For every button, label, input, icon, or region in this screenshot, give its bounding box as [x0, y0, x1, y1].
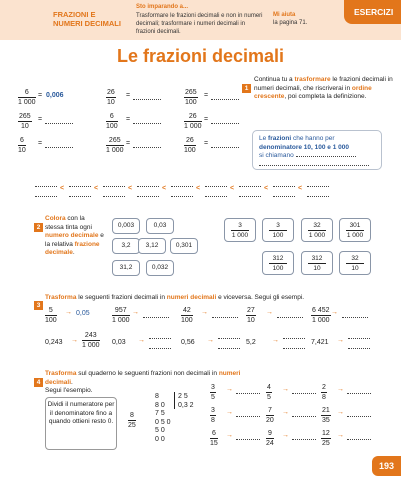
- arrow-icon: →: [337, 337, 344, 344]
- order-slot[interactable]: [205, 186, 227, 187]
- ex3-number: 3: [34, 294, 43, 312]
- decimal-box[interactable]: 0,03: [146, 218, 174, 234]
- denominator: 20: [266, 417, 274, 424]
- division-step: 7 5: [155, 410, 165, 417]
- numerator: 9: [267, 430, 272, 437]
- numerator: 3: [211, 384, 215, 391]
- ex3-answer-den-line[interactable]: [218, 348, 240, 349]
- numerator: 32: [346, 254, 364, 264]
- ex4-fraction: [321, 429, 331, 448]
- denominator: 100: [106, 123, 118, 130]
- ex3-answer-den-line[interactable]: [283, 348, 305, 349]
- ex3-answer-line[interactable]: [277, 317, 303, 318]
- ex1-fraction: [184, 88, 198, 107]
- fraction-box[interactable]: [262, 251, 294, 275]
- order-slot-sub[interactable]: [35, 196, 57, 197]
- ex3-fraction: [246, 306, 256, 325]
- decimal-box[interactable]: 0,032: [146, 260, 174, 276]
- ex3-answer-num-line[interactable]: [348, 338, 370, 339]
- fraction-box[interactable]: [224, 218, 256, 242]
- division-bar: [174, 392, 175, 409]
- ex4-answer-line[interactable]: [347, 416, 371, 417]
- division-step: 0 5 0: [155, 418, 171, 426]
- ex4-answer-line[interactable]: [292, 439, 316, 440]
- fraction-box-content: [263, 219, 293, 240]
- division-step: 8 0: [155, 401, 165, 409]
- ex4-answer-line[interactable]: [292, 393, 316, 394]
- decimal-box[interactable]: 0,301: [170, 238, 198, 254]
- ex4-example-fraction: [128, 411, 136, 430]
- ex1-fraction: [106, 112, 118, 131]
- less-than-sign: <: [94, 185, 99, 192]
- ex4-answer-line[interactable]: [347, 439, 371, 440]
- arrow-icon: →: [282, 432, 289, 439]
- learning-title: Sto imparando a...: [136, 4, 189, 10]
- denominator: 25: [128, 422, 136, 429]
- numerator: 4: [267, 384, 271, 391]
- less-than-sign: <: [162, 185, 167, 192]
- order-slot[interactable]: [69, 186, 91, 187]
- arrow-icon: →: [266, 309, 273, 316]
- equals-sign: =: [38, 92, 43, 99]
- fraction-box-content: [340, 219, 370, 240]
- order-slot[interactable]: [307, 186, 329, 187]
- ex4-answer-line[interactable]: [236, 416, 260, 417]
- ex4-answer-line[interactable]: [236, 393, 260, 394]
- ex1-number: 1: [242, 77, 251, 95]
- ex4-number: 4: [34, 371, 43, 389]
- page-title: Le frazioni decimali: [116, 46, 285, 66]
- ex1-answer-line[interactable]: [45, 123, 73, 124]
- numerator: 6: [211, 430, 216, 437]
- numerator: 3: [211, 407, 215, 414]
- denominator: 10: [313, 265, 321, 272]
- order-slot-sub[interactable]: [239, 196, 261, 197]
- denominator: 1 000: [346, 232, 364, 239]
- numerator: 21: [322, 407, 330, 414]
- division-step: 5 0: [155, 427, 165, 434]
- order-slot[interactable]: [35, 186, 57, 187]
- ex4-answer-line[interactable]: [347, 393, 371, 394]
- ex4-fraction: [210, 429, 218, 448]
- less-than-sign: <: [128, 185, 133, 192]
- less-than-sign: <: [196, 185, 201, 192]
- ex4-fraction: [266, 383, 272, 402]
- ex1-fraction: [18, 88, 36, 107]
- fraction-box-content: [302, 219, 332, 240]
- ex2-instructions: Colora con la stessa tinta ogni numero decimale e la relativa frazione decimale.: [45, 215, 104, 256]
- arrow-icon: →: [272, 337, 279, 344]
- denominator: 10: [247, 317, 255, 324]
- numerator: 3: [269, 221, 287, 231]
- arrow-icon: →: [65, 309, 72, 316]
- numerator: 3: [231, 221, 249, 231]
- decimal-box[interactable]: 3,12: [138, 238, 166, 254]
- fraction-box[interactable]: [301, 251, 333, 275]
- denominator: 10: [20, 123, 29, 130]
- denominator: 1 000: [312, 317, 330, 324]
- denominator: 10: [107, 99, 115, 106]
- denominator: 24: [266, 440, 274, 447]
- equals-sign: =: [204, 140, 209, 147]
- decimal-box[interactable]: 0,003: [112, 218, 140, 234]
- ex4-instructions: Trasforma sul quaderno le seguenti frazioni non decimali in numeri decimali. Segui l'esempio.: [45, 370, 241, 394]
- page-number: 193: [372, 456, 401, 476]
- arrow-icon: →: [226, 409, 233, 416]
- denominator: 5: [211, 394, 215, 401]
- numerator: 12: [322, 430, 330, 437]
- equals-sign: =: [204, 92, 209, 99]
- ex1-answer-line[interactable]: [133, 147, 161, 148]
- arrow-icon: →: [132, 309, 139, 316]
- denominator: 5: [267, 394, 271, 401]
- ex3-example-answer: 0,05: [76, 310, 90, 317]
- ex1-answer-line[interactable]: [45, 147, 73, 148]
- decimal-box[interactable]: 3,2: [112, 238, 140, 254]
- numerator: 265: [106, 136, 124, 146]
- denominator: 10: [351, 265, 359, 272]
- numerator: 6: [19, 137, 24, 144]
- arrow-icon: →: [201, 309, 208, 316]
- ex1-answer-line[interactable]: [133, 99, 161, 100]
- ex3-decimal: 5,2: [246, 339, 256, 346]
- order-slot[interactable]: [239, 186, 261, 187]
- ex4-fraction: [210, 383, 216, 402]
- order-slot-sub[interactable]: [307, 196, 329, 197]
- numerator: 312: [308, 254, 326, 264]
- ex3-answer-den-line[interactable]: [348, 348, 370, 349]
- denominator: 1 000: [184, 123, 202, 130]
- numerator: 6: [18, 88, 36, 98]
- ex3-example-fraction: [82, 331, 100, 350]
- arrow-icon: →: [71, 337, 78, 344]
- ex3-instructions: Trasforma le seguenti frazioni decimali in numeri decimali e viceversa. Segui gli esempi.: [45, 294, 305, 301]
- ex1-answer-line[interactable]: [133, 123, 161, 124]
- numerator: 32: [308, 221, 326, 231]
- ex2-number: 2: [34, 216, 43, 234]
- denominator: 8: [211, 417, 215, 424]
- order-slot-sub[interactable]: [273, 196, 295, 197]
- order-slot[interactable]: [273, 186, 295, 187]
- denominator: 100: [45, 317, 57, 324]
- less-than-sign: <: [298, 185, 303, 192]
- ex4-hint-note: Dividi il numeratore per il denominatore fino a quando ottieni resto 0.: [45, 397, 117, 450]
- numerator: 312: [269, 254, 287, 264]
- ex4-answer-line[interactable]: [292, 416, 316, 417]
- ex4-fraction: [266, 406, 274, 425]
- numerator: 957: [112, 306, 130, 316]
- definition-box: Le frazioni che hanno per denominatore 10, 100 e 1 000 si chiamano: [252, 130, 382, 170]
- numerator: 5: [45, 306, 57, 316]
- denominator: 10: [18, 147, 26, 154]
- arrow-icon: →: [337, 432, 344, 439]
- ex3-answer-num-line[interactable]: [283, 338, 305, 339]
- fraction-box-content: [340, 252, 370, 273]
- ex3-fraction: [181, 306, 193, 325]
- numerator: 26: [184, 112, 202, 122]
- ex4-fraction: [321, 383, 327, 402]
- ex1-example-answer: 0,006: [46, 92, 64, 99]
- denominator: 100: [184, 147, 196, 154]
- order-slot-sub[interactable]: [103, 196, 125, 197]
- fraction-box[interactable]: [339, 251, 371, 275]
- fraction-box[interactable]: [301, 218, 333, 242]
- ex1-answer-line[interactable]: [211, 147, 239, 148]
- denominator: 8: [322, 394, 326, 401]
- ex3-answer-num-line[interactable]: [149, 338, 171, 339]
- division-step: 8: [155, 393, 159, 400]
- fraction-box-content: [225, 219, 255, 240]
- fraction-box-content: [263, 252, 293, 273]
- exercises-tab: [344, 0, 401, 24]
- arrow-icon: →: [138, 337, 145, 344]
- arrow-icon: →: [337, 409, 344, 416]
- less-than-sign: <: [230, 185, 235, 192]
- ex3-fraction: [311, 306, 331, 325]
- ex3-answer-den-line[interactable]: [149, 348, 171, 349]
- ex3-decimal: 0,03: [112, 339, 126, 346]
- ex4-fraction: [321, 406, 331, 425]
- ex1-fraction: [18, 112, 32, 131]
- ex3-fraction: [45, 306, 57, 325]
- numerator: 243: [82, 331, 100, 341]
- denominator: 100: [181, 317, 193, 324]
- learning-text: Trasformare le frazioni decimali e non in numeri decimali; trasformare i numeri decimali in frazioni decimali.: [136, 13, 263, 35]
- arrow-icon: →: [226, 386, 233, 393]
- denominator: 15: [210, 440, 218, 447]
- less-than-sign: <: [60, 185, 65, 192]
- less-than-sign: <: [264, 185, 269, 192]
- exercises-tab-label: ESERCIZI: [354, 7, 394, 17]
- numerator: 26: [107, 89, 115, 96]
- denominator: 1 000: [106, 147, 124, 154]
- equals-sign: =: [126, 140, 131, 147]
- order-slot[interactable]: [137, 186, 159, 187]
- order-slot-sub[interactable]: [69, 196, 91, 197]
- ex1-fraction: [184, 136, 196, 155]
- ex3-decimal: 0,56: [181, 339, 195, 346]
- numerator: 2: [322, 384, 326, 391]
- division-result: 2 5: [178, 393, 188, 400]
- numerator: 27: [247, 307, 255, 314]
- denominator: 1 000: [308, 232, 326, 239]
- equals-sign: =: [126, 116, 131, 123]
- fraction-box[interactable]: [339, 218, 371, 242]
- order-slot-sub[interactable]: [171, 196, 193, 197]
- ex3-answer-line[interactable]: [212, 317, 238, 318]
- ex3-answer-line[interactable]: [342, 317, 368, 318]
- equals-sign: =: [38, 140, 43, 147]
- ex3-answer-num-line[interactable]: [218, 338, 240, 339]
- ex3-decimal: 0,243: [45, 339, 63, 346]
- ex1-fraction: [184, 112, 202, 131]
- equals-sign: =: [38, 116, 43, 123]
- division-result: 0,3 2: [178, 401, 194, 409]
- ex4-answer-line[interactable]: [236, 439, 260, 440]
- fraction-box[interactable]: [262, 218, 294, 242]
- ex3-answer-line[interactable]: [143, 317, 169, 318]
- ex1-fraction: [106, 136, 124, 155]
- arrow-icon: →: [282, 409, 289, 416]
- denominator: 1 000: [112, 317, 130, 324]
- ex4-fraction: [266, 429, 274, 448]
- order-slot[interactable]: [103, 186, 125, 187]
- arrow-icon: →: [331, 309, 338, 316]
- help-text: la pagina 71.: [273, 20, 308, 26]
- numerator: 6 452: [312, 307, 330, 314]
- section-title: FRAZIONI E NUMERI DECIMALI: [53, 10, 121, 28]
- numerator: 6: [106, 112, 118, 122]
- ex1-answer-line[interactable]: [211, 99, 239, 100]
- division-step: 0 0: [155, 435, 165, 443]
- denominator: 1 000: [18, 99, 36, 106]
- numerator: 26: [185, 137, 194, 144]
- numerator: 265: [185, 89, 197, 96]
- arrow-icon: →: [282, 386, 289, 393]
- numerator: 8: [129, 412, 134, 419]
- ex1-fraction: [18, 136, 26, 155]
- fraction-box-content: [302, 252, 332, 273]
- denominator: 100: [185, 99, 197, 106]
- ex3-decimal: 7,421: [311, 339, 329, 346]
- numerator: 301: [346, 221, 364, 231]
- ex1-answer-line[interactable]: [211, 123, 239, 124]
- ex1-fraction: [106, 88, 116, 107]
- denominator: 1 000: [231, 232, 249, 239]
- equals-sign: =: [204, 116, 209, 123]
- arrow-icon: →: [226, 432, 233, 439]
- order-slot-sub[interactable]: [205, 196, 227, 197]
- denominator: 25: [322, 440, 330, 447]
- decimal-box[interactable]: 31,2: [112, 260, 140, 276]
- order-slot-sub[interactable]: [137, 196, 159, 197]
- denominator: 100: [272, 265, 284, 272]
- equals-sign: =: [126, 92, 131, 99]
- order-slot[interactable]: [171, 186, 193, 187]
- numerator: 7: [267, 407, 272, 414]
- arrow-icon: →: [207, 337, 214, 344]
- denominator: 100: [272, 232, 284, 239]
- denominator: 1 000: [82, 342, 100, 349]
- help-title: Mi aiuta: [273, 12, 296, 18]
- ex3-fraction: [112, 306, 130, 325]
- numerator: 42: [182, 307, 191, 314]
- numerator: 265: [19, 113, 31, 120]
- ex4-fraction: [210, 406, 216, 425]
- ex1-instructions: Continua tu a trasformare le frazioni decimali in numeri decimali, che riscriverai in ordine crescente, poi completa la definizione.: [254, 76, 393, 100]
- arrow-icon: →: [337, 386, 344, 393]
- denominator: 35: [322, 417, 330, 424]
